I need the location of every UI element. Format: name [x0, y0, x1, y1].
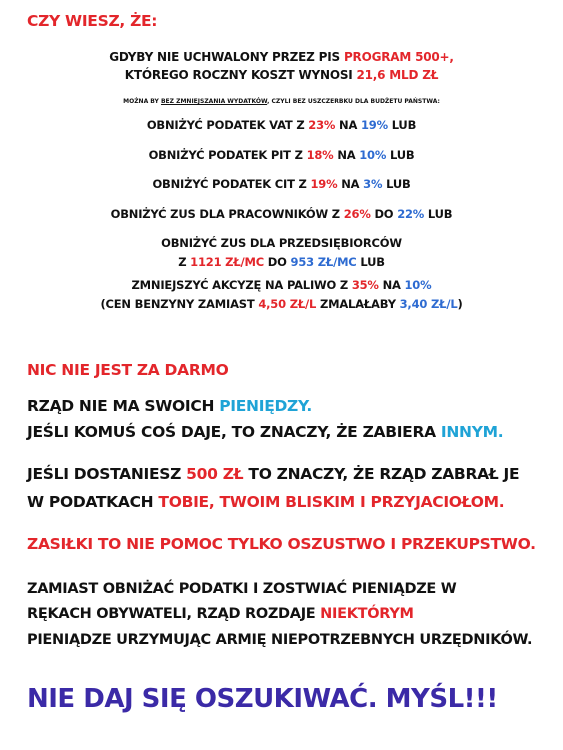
item-zus-workers: OBNIŻYĆ ZUS DLA PRACOWNIKÓW Z 26% DO 22% LUB	[110, 207, 453, 221]
item-cit: OBNIŻYĆ PODATEK CIT Z 19% NA 3% LUB	[152, 177, 411, 191]
note-line: MOŻNA BY BEZ ZMNIEJSZANIA WYDATKÓW, CZYLI BEZ USZCZERBKU DLA BUDŻETU PAŃSTWA:	[123, 98, 440, 105]
paragraph-line-4: W PODATKACH TOBIE, TWOIM BLISKIM I PRZYJACIOŁOM.	[27, 493, 505, 511]
intro-line-1: GDYBY NIE UCHWALONY PRZEZ PIS PROGRAM 500+,	[109, 50, 454, 64]
paragraph-line-5: ZASIŁKI TO NIE POMOC TYLKO OSZUSTWO I PRZEKUPSTWO.	[27, 535, 536, 553]
item-zus-entrepreneurs-line-1: OBNIŻYĆ ZUS DLA PRZEDSIĘBIORCÓW	[161, 236, 402, 250]
page-title: CZY WIESZ, ŻE:	[27, 12, 158, 30]
intro-line-2: KTÓREGO ROCZNY KOSZT WYNOSI 21,6 MLD ZŁ	[124, 68, 439, 82]
item-zus-entrepreneurs-line-2: Z 1121 ZŁ/MC DO 953 ZŁ/MC LUB	[178, 255, 385, 269]
paragraph-line-7: RĘKACH OBYWATELI, RZĄD ROZDAJE NIEKTÓRYM	[27, 606, 414, 622]
paragraph-line-6: ZAMIAST OBNIŻAĆ PODATKI I ZOSTWIAĆ PIENIĄDZE W	[27, 581, 457, 597]
paragraph-line-8: PIENIĄDZE URZYMUJĄC ARMIĘ NIEPOTRZEBNYCH URZĘDNIKÓW.	[27, 632, 533, 648]
section-heading: NIC NIE JEST ZA DARMO	[27, 361, 229, 379]
paragraph-line-1: RZĄD NIE MA SWOICH PIENIĘDZY.	[27, 397, 312, 415]
slogan: NIE DAJ SIĘ OSZUKIWAĆ. MYŚL!!!	[27, 684, 498, 714]
item-pit: OBNIŻYĆ PODATEK PIT Z 18% NA 10% LUB	[148, 148, 415, 162]
paragraph-line-2: JEŚLI KOMUŚ COŚ DAJE, TO ZNACZY, ŻE ZABIERA INNYM.	[27, 423, 504, 441]
item-excise: ZMNIEJSZYĆ AKCYZĘ NA PALIWO Z 35% NA 10%	[131, 278, 432, 292]
item-vat: OBNIŻYĆ PODATEK VAT Z 23% NA 19% LUB	[146, 118, 417, 132]
item-fuel-price: (CEN BENZYNY ZAMIAST 4,50 ZŁ/L ZMALAŁABY 3,40 ZŁ/L)	[100, 297, 463, 311]
paragraph-line-3: JEŚLI DOSTANIESZ 500 ZŁ TO ZNACZY, ŻE RZĄD ZABRAŁ JE	[27, 465, 520, 483]
